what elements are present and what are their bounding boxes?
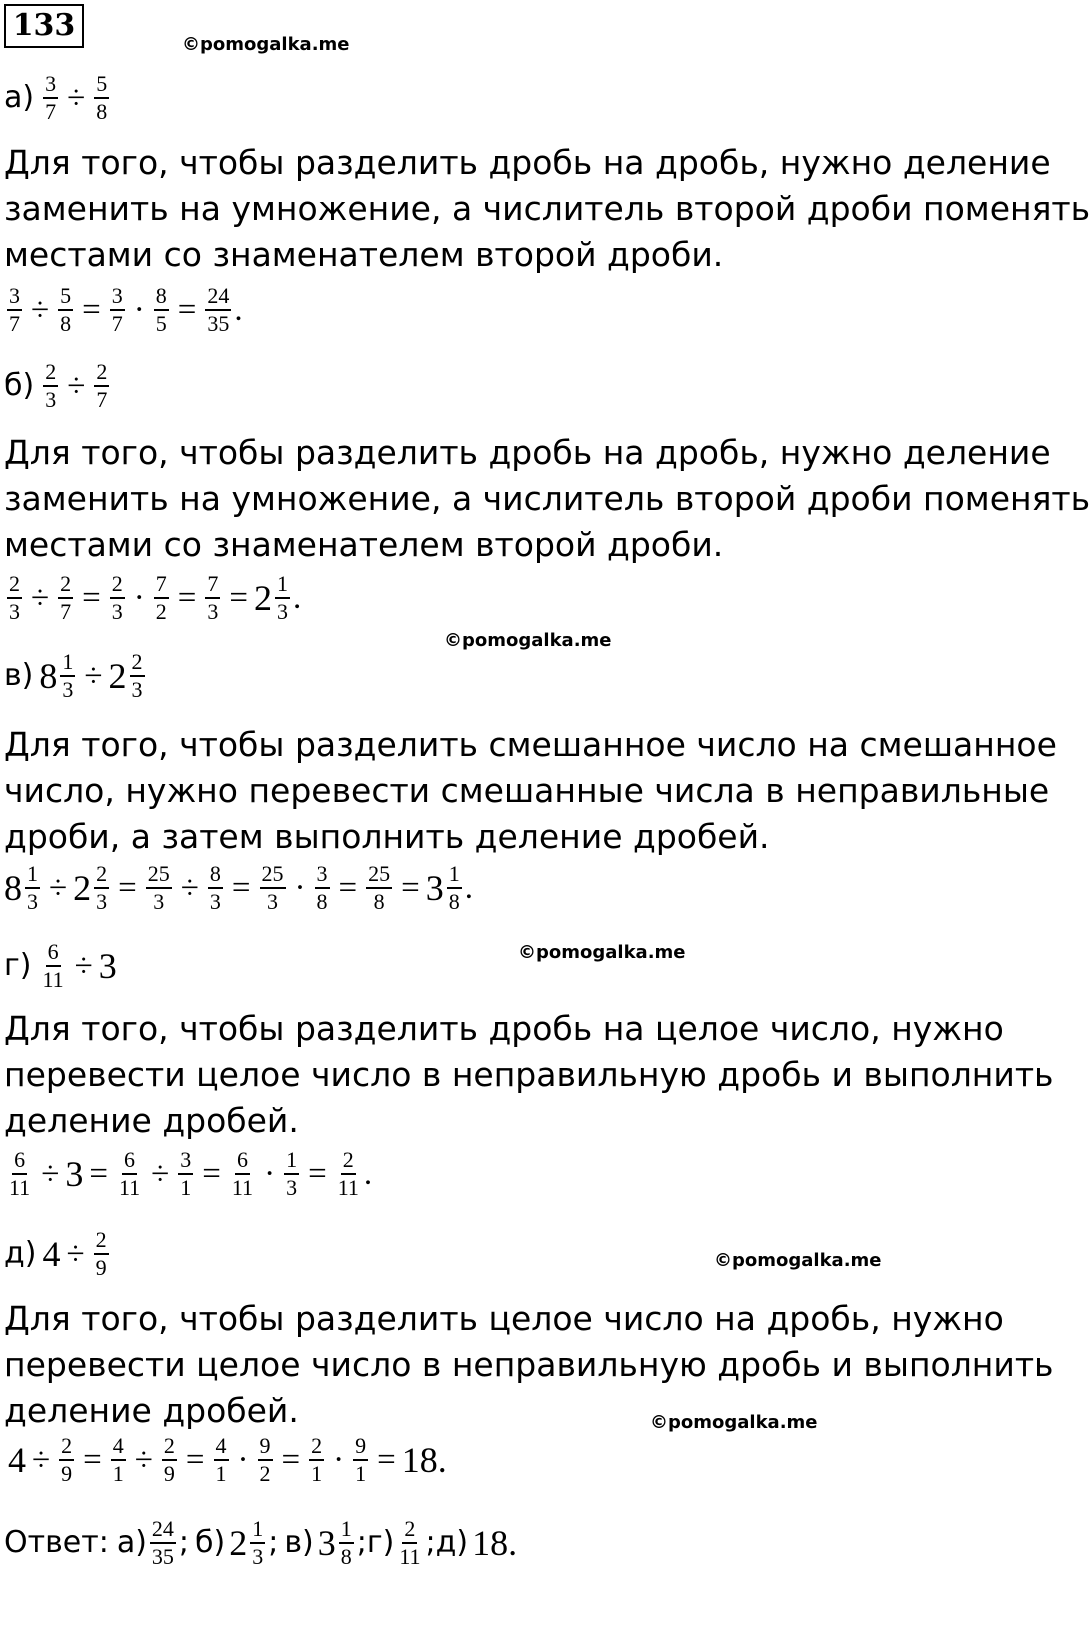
- part-g-solution: $\frac{6}{11}$ ÷ 3 = $\frac{6}{11}$ ÷ $\frac{3}{1}$ = $\frac{6}{11}$ · $\frac{1}{3}$ = $\frac{2}{11}$ .: [9, 1147, 373, 1200]
- part-v-solution: 8 $\frac{1}{3}$ ÷ 2 $\frac{2}{3}$ = $\frac{25}{3}$ ÷ $\frac{8}{3}$ = $\frac{25}{3}$ · $\frac{3}{8}$ = $\frac{25}{8}$ = 3 $\frac{1}{8}$ .: [4, 861, 473, 914]
- answer-line: Ответ: а) $\frac{24}{35}$ ; б) 2 $\frac{1}{3}$ ; в) 3 $\frac{1}{8}$ ; г) $\frac{2}{11}$ ; д) 18.: [4, 1516, 518, 1569]
- part-d-rule: Для того, чтобы разделить целое число на дробь, нужно перевести целое число в неправильную дробь и выполнить деление дробей.: [4, 1299, 1054, 1430]
- fraction: $\frac{3}{7}$: [45, 71, 57, 124]
- watermark: ©pomogalka.me: [182, 34, 350, 55]
- watermark: ©pomogalka.me: [650, 1412, 818, 1433]
- part-b-rule: Для того, чтобы разделить дробь на дробь, нужно деление заменить на умножение, а числитель второй дроби поменять местами со знаменателем второй дроби.: [4, 433, 1090, 564]
- part-a-label: а): [4, 80, 35, 115]
- part-d-label: д): [4, 1236, 37, 1271]
- problem-number: 133: [4, 4, 84, 48]
- part-g-rule: Для того, чтобы разделить дробь на целое число, нужно перевести целое число в неправильную дробь и выполнить деление дробей.: [4, 1009, 1054, 1140]
- watermark: ©pomogalka.me: [714, 1250, 882, 1271]
- answer-label: Ответ:: [4, 1525, 109, 1560]
- part-v-rule: Для того, чтобы разделить смешанное число на смешанное число, нужно перевести смешанные числа в неправильные дроби, а затем выполнить деление дробей.: [4, 725, 1057, 856]
- part-d-header: д) 4 ÷ $\frac{2}{9}$: [4, 1227, 107, 1280]
- watermark: ©pomogalka.me: [444, 630, 612, 651]
- part-v-header: в) 8 $\frac{1}{3}$ ÷ 2 $\frac{2}{3}$: [4, 649, 143, 702]
- fraction: $\frac{5}{8}$: [96, 71, 108, 124]
- part-v-label: в): [4, 658, 34, 693]
- part-g-header: г) $\frac{6}{11}$ ÷ 3: [4, 939, 117, 992]
- part-d-solution: 4 ÷ $\frac{2}{9}$ = $\frac{4}{1}$ ÷ $\frac{2}{9}$ = $\frac{4}{1}$ · $\frac{9}{2}$ = $\frac{2}{1}$ · $\frac{9}{1}$ = 18 .: [8, 1433, 447, 1486]
- watermark: ©pomogalka.me: [518, 942, 686, 963]
- part-a-header: а) $\frac{3}{7}$ ÷ $\frac{5}{8}$: [4, 71, 108, 124]
- part-b-label: б): [4, 368, 35, 403]
- part-a-solution: $\frac{3}{7}$ ÷ $\frac{5}{8}$ = $\frac{3}{7}$ · $\frac{8}{5}$ = $\frac{24}{35}$ .: [9, 283, 243, 336]
- part-b-solution: $\frac{2}{3}$ ÷ $\frac{2}{7}$ = $\frac{2}{3}$ · $\frac{7}{2}$ = $\frac{7}{3}$ = 2 $\frac{1}{3}$ .: [9, 571, 302, 624]
- part-g-label: г): [4, 948, 32, 983]
- part-b-header: б) $\frac{2}{3}$ ÷ $\frac{2}{7}$: [4, 359, 108, 412]
- part-a-rule: Для того, чтобы разделить дробь на дробь, нужно деление заменить на умножение, а числитель второй дроби поменять местами со знаменателем второй дроби.: [4, 143, 1090, 274]
